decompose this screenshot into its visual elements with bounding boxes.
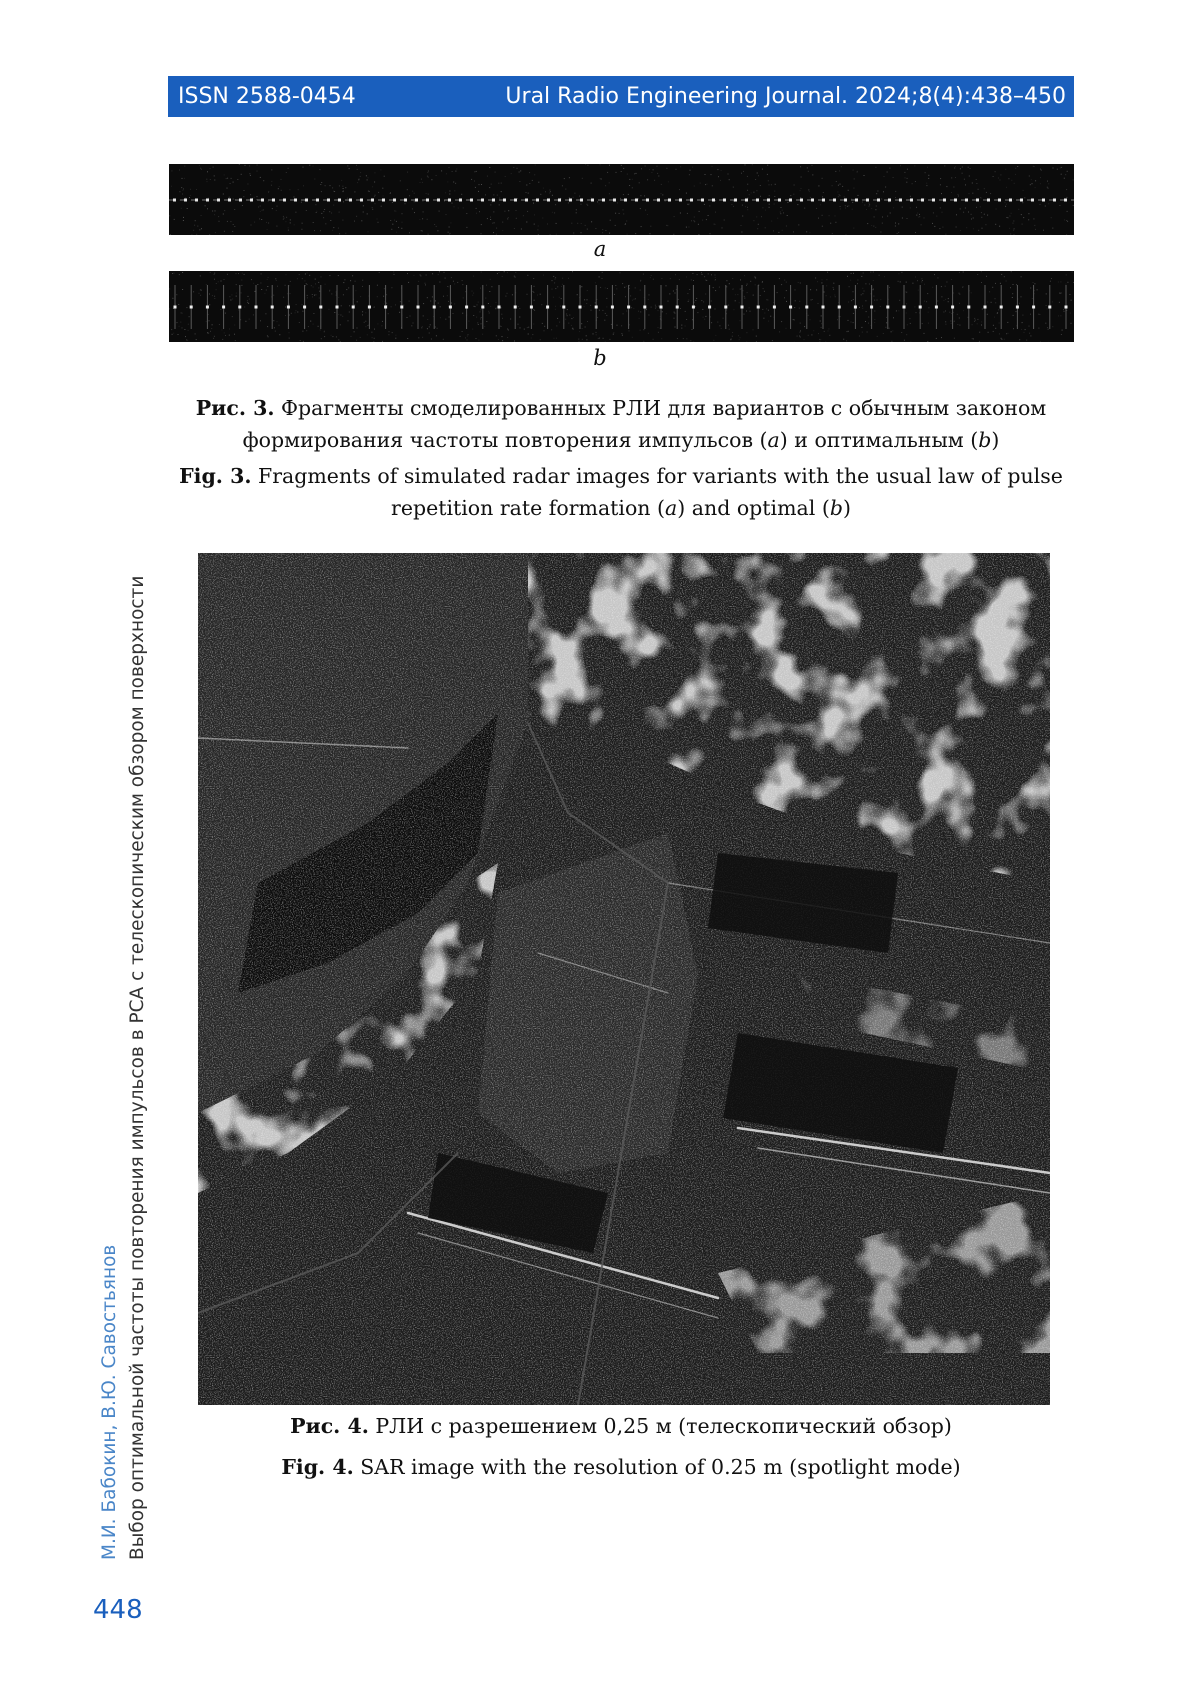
figure4-caption-ru-label: Рис. 4. xyxy=(290,1414,369,1438)
figure3-caption-en-a: a xyxy=(665,496,678,520)
figure3-caption-en-text-2: ) and optimal ( xyxy=(677,496,830,520)
figure3-caption-ru-text-2: ) и оптимальным ( xyxy=(779,428,979,452)
running-side-header xyxy=(96,576,152,1560)
figure3-caption-ru-label: Рис. 3. xyxy=(195,396,275,420)
figure3-caption-en-text: Fragments of simulated radar images for variants with the usual law of pulse repetition rate formation ( xyxy=(251,464,1063,520)
figure3-caption-en-label: Fig. 3. xyxy=(179,464,252,488)
radar-image-fragment-b xyxy=(169,271,1074,342)
figure3-caption-en xyxy=(168,460,1074,524)
radar-image-fragment-a xyxy=(169,164,1074,235)
figure3-caption-en-b: b xyxy=(829,496,843,520)
figure4-caption-en xyxy=(168,1451,1074,1483)
figure3-caption-ru-a: a xyxy=(767,428,780,452)
figure4-caption-en-text: SAR image with the resolution of 0.25 m (spotlight mode) xyxy=(353,1455,961,1479)
figure3-caption-en-text-3: ) xyxy=(842,496,851,520)
figure4-caption-ru xyxy=(168,1410,1074,1442)
figure3-sublabel-b: b xyxy=(593,346,607,370)
figure3-sublabel-a: a xyxy=(593,237,607,261)
figure3-caption-ru xyxy=(168,392,1074,456)
journal-header-bar xyxy=(168,76,1074,117)
issn-label: ISSN 2588-0454 xyxy=(178,84,356,109)
side-article-title: Выбор оптимальной частоты повторения импульсов в РСА с телескопическим обзором поверхности xyxy=(127,575,148,1560)
figure4-caption-en-label: Fig. 4. xyxy=(281,1455,354,1479)
journal-citation: Ural Radio Engineering Journal. 2024;8(4):438–450 xyxy=(505,84,1066,109)
figure3-caption-ru-text-3: ) xyxy=(991,428,1000,452)
figure3-caption-ru-b: b xyxy=(978,428,992,452)
figure4-caption-ru-text: РЛИ с разрешением 0,25 м (телескопический обзор) xyxy=(368,1414,952,1438)
page-number: 448 xyxy=(93,1595,143,1625)
side-authors: М.И. Бабокин, В.Ю. Савостьянов xyxy=(99,1244,120,1560)
sar-image-spotlight xyxy=(198,553,1050,1405)
figure3-caption-ru-text: Фрагменты смоделированных РЛИ для вариантов с обычным законом формирования частоты повторения импульсов ( xyxy=(242,396,1047,452)
